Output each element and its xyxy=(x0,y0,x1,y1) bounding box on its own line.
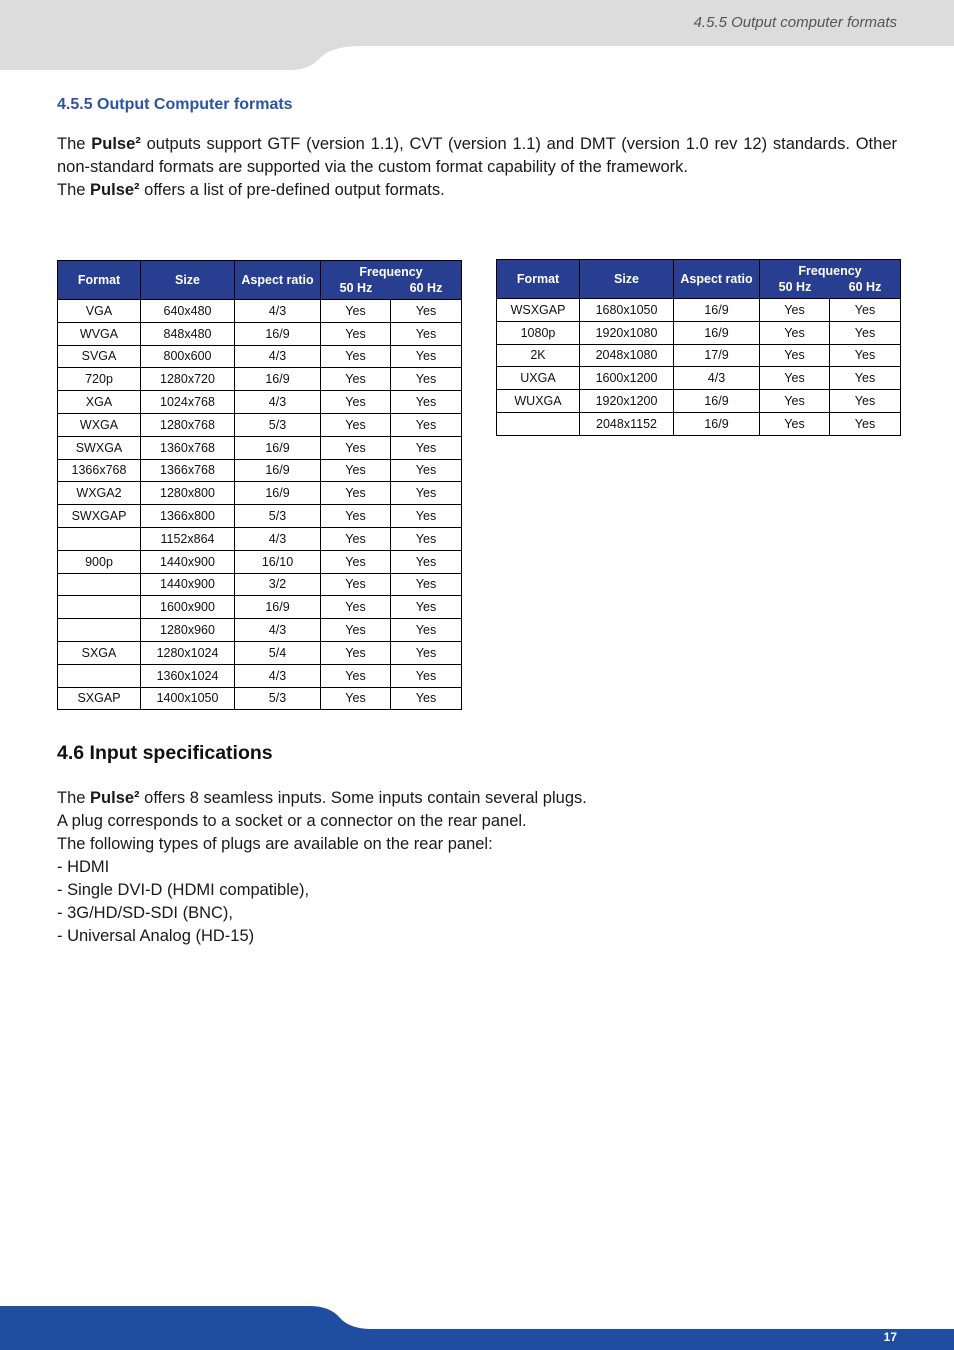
cell-size: 2048x1080 xyxy=(580,344,674,367)
cell-format: VGA xyxy=(58,300,141,323)
col-60hz: 60 Hz xyxy=(409,281,443,295)
header-band xyxy=(0,0,954,70)
col-50hz: 50 Hz xyxy=(339,281,373,295)
col-format: Format xyxy=(497,260,580,299)
table-row xyxy=(58,459,462,482)
cell-format: WVGA xyxy=(58,322,141,345)
cell-50hz: Yes xyxy=(321,322,391,345)
cell-format: SXGA xyxy=(58,641,141,664)
cell-60hz: Yes xyxy=(391,436,462,459)
cell-60hz: Yes xyxy=(391,550,462,573)
running-header: 4.5.5 Output computer formats xyxy=(693,14,897,31)
plug-item-analog: - Universal Analog (HD-15) xyxy=(57,927,255,945)
cell-50hz: Yes xyxy=(760,344,830,367)
cell-60hz: Yes xyxy=(391,573,462,596)
input-line-3: The following types of plugs are available on the rear panel: xyxy=(57,835,493,853)
cell-format xyxy=(58,664,141,687)
table-row xyxy=(58,368,462,391)
cell-size: 1366x800 xyxy=(141,505,235,528)
cell-60hz: Yes xyxy=(830,321,901,344)
cell-size: 1280x720 xyxy=(141,368,235,391)
cell-50hz: Yes xyxy=(760,321,830,344)
cell-format: 1366x768 xyxy=(58,459,141,482)
cell-format xyxy=(58,619,141,642)
table-header-row xyxy=(497,260,901,299)
cell-50hz: Yes xyxy=(321,436,391,459)
cell-aspect: 4/3 xyxy=(235,345,321,368)
cell-50hz: Yes xyxy=(321,505,391,528)
table-row xyxy=(58,391,462,414)
cell-60hz: Yes xyxy=(391,505,462,528)
cell-60hz: Yes xyxy=(830,390,901,413)
cell-50hz: Yes xyxy=(760,390,830,413)
table-row xyxy=(497,344,901,367)
table-row xyxy=(58,482,462,505)
cell-size: 1280x960 xyxy=(141,619,235,642)
cell-format: 2K xyxy=(497,344,580,367)
cell-size: 1920x1080 xyxy=(580,321,674,344)
cell-50hz: Yes xyxy=(321,482,391,505)
cell-aspect: 16/9 xyxy=(674,412,760,435)
cell-aspect: 5/3 xyxy=(235,687,321,710)
cell-format xyxy=(58,573,141,596)
table-row xyxy=(497,299,901,322)
product-name: Pulse² xyxy=(90,789,140,807)
table-row xyxy=(58,527,462,550)
cell-format: SVGA xyxy=(58,345,141,368)
cell-60hz: Yes xyxy=(391,368,462,391)
cell-50hz: Yes xyxy=(321,413,391,436)
cell-60hz: Yes xyxy=(391,664,462,687)
cell-aspect: 5/4 xyxy=(235,641,321,664)
cell-50hz: Yes xyxy=(760,299,830,322)
cell-size: 1680x1050 xyxy=(580,299,674,322)
cell-size: 640x480 xyxy=(141,300,235,323)
cell-50hz: Yes xyxy=(321,345,391,368)
cell-60hz: Yes xyxy=(391,413,462,436)
cell-aspect: 4/3 xyxy=(235,527,321,550)
col-frequency: Frequency 50 Hz 60 Hz xyxy=(760,260,901,299)
cell-aspect: 4/3 xyxy=(235,391,321,414)
cell-50hz: Yes xyxy=(321,550,391,573)
cell-size: 1600x900 xyxy=(141,596,235,619)
cell-format: 1080p xyxy=(497,321,580,344)
cell-format: WXGA2 xyxy=(58,482,141,505)
cell-aspect: 5/3 xyxy=(235,413,321,436)
cell-format xyxy=(58,596,141,619)
cell-50hz: Yes xyxy=(760,367,830,390)
cell-format: SXGAP xyxy=(58,687,141,710)
cell-60hz: Yes xyxy=(391,482,462,505)
cell-50hz: Yes xyxy=(321,619,391,642)
col-60hz: 60 Hz xyxy=(848,280,882,294)
cell-50hz: Yes xyxy=(321,596,391,619)
cell-aspect: 16/9 xyxy=(235,368,321,391)
cell-50hz: Yes xyxy=(321,391,391,414)
cell-aspect: 4/3 xyxy=(235,300,321,323)
cell-aspect: 4/3 xyxy=(235,664,321,687)
cell-format: UXGA xyxy=(497,367,580,390)
cell-60hz: Yes xyxy=(830,299,901,322)
cell-aspect: 16/9 xyxy=(235,482,321,505)
table-row xyxy=(58,413,462,436)
cell-50hz: Yes xyxy=(321,300,391,323)
cell-size: 1280x1024 xyxy=(141,641,235,664)
plug-item-hdmi: - HDMI xyxy=(57,858,110,876)
table-row xyxy=(58,322,462,345)
cell-size: 1024x768 xyxy=(141,391,235,414)
col-aspect-ratio: Aspect ratio xyxy=(235,261,321,300)
intro-line-1: The Pulse² outputs support GTF (version 1.1), CVT (version 1.1) and DMT (version 1.0 rev 12) standards. Other non-standard formats are supported via the custom format capability of the framework. xyxy=(57,135,897,176)
col-size: Size xyxy=(580,260,674,299)
cell-aspect: 5/3 xyxy=(235,505,321,528)
cell-format xyxy=(497,412,580,435)
cell-50hz: Yes xyxy=(321,664,391,687)
cell-50hz: Yes xyxy=(321,459,391,482)
table-header-row xyxy=(58,261,462,300)
cell-size: 1360x1024 xyxy=(141,664,235,687)
cell-60hz: Yes xyxy=(391,300,462,323)
cell-size: 848x480 xyxy=(141,322,235,345)
page-number: 17 xyxy=(883,1330,897,1344)
cell-aspect: 16/9 xyxy=(235,436,321,459)
cell-50hz: Yes xyxy=(321,368,391,391)
footer-band xyxy=(0,1300,954,1350)
cell-size: 1152x864 xyxy=(141,527,235,550)
output-formats-table-left xyxy=(57,260,462,710)
cell-60hz: Yes xyxy=(391,459,462,482)
cell-aspect: 16/9 xyxy=(674,299,760,322)
table-row xyxy=(497,367,901,390)
cell-format: WSXGAP xyxy=(497,299,580,322)
intro-paragraph xyxy=(57,133,897,202)
cell-aspect: 17/9 xyxy=(674,344,760,367)
cell-50hz: Yes xyxy=(321,527,391,550)
cell-aspect: 16/10 xyxy=(235,550,321,573)
table-row xyxy=(58,596,462,619)
table-row xyxy=(58,573,462,596)
cell-60hz: Yes xyxy=(830,344,901,367)
cell-size: 1600x1200 xyxy=(580,367,674,390)
cell-60hz: Yes xyxy=(391,687,462,710)
cell-format xyxy=(58,527,141,550)
col-frequency: Frequency 50 Hz 60 Hz xyxy=(321,261,462,300)
cell-60hz: Yes xyxy=(391,391,462,414)
cell-60hz: Yes xyxy=(391,322,462,345)
cell-size: 800x600 xyxy=(141,345,235,368)
cell-size: 1360x768 xyxy=(141,436,235,459)
cell-aspect: 16/9 xyxy=(674,321,760,344)
cell-60hz: Yes xyxy=(830,412,901,435)
table-row xyxy=(58,619,462,642)
table-row xyxy=(58,641,462,664)
table-row xyxy=(58,345,462,368)
plug-item-dvi: - Single DVI-D (HDMI compatible), xyxy=(57,881,310,899)
input-spec-title: 4.6 Input specifications xyxy=(57,742,273,764)
cell-60hz: Yes xyxy=(391,641,462,664)
cell-aspect: 16/9 xyxy=(674,390,760,413)
output-formats-table-right xyxy=(496,259,901,436)
cell-aspect: 16/9 xyxy=(235,322,321,345)
cell-size: 1400x1050 xyxy=(141,687,235,710)
cell-50hz: Yes xyxy=(321,641,391,664)
cell-size: 1440x900 xyxy=(141,550,235,573)
cell-format: WXGA xyxy=(58,413,141,436)
product-name: Pulse² xyxy=(91,135,141,153)
input-spec-body xyxy=(57,787,587,948)
cell-size: 1920x1200 xyxy=(580,390,674,413)
table-row xyxy=(58,300,462,323)
table-row xyxy=(497,321,901,344)
table-row xyxy=(58,550,462,573)
cell-format: 900p xyxy=(58,550,141,573)
cell-60hz: Yes xyxy=(830,367,901,390)
cell-50hz: Yes xyxy=(760,412,830,435)
cell-aspect: 16/9 xyxy=(235,459,321,482)
cell-format: SWXGA xyxy=(58,436,141,459)
cell-60hz: Yes xyxy=(391,596,462,619)
cell-format: WUXGA xyxy=(497,390,580,413)
plug-item-sdi: - 3G/HD/SD-SDI (BNC), xyxy=(57,904,234,922)
input-line-2: A plug corresponds to a socket or a connector on the rear panel. xyxy=(57,812,527,830)
input-line-1: The Pulse² offers 8 seamless inputs. Some inputs contain several plugs. xyxy=(57,789,587,807)
cell-60hz: Yes xyxy=(391,345,462,368)
table-row xyxy=(497,412,901,435)
cell-50hz: Yes xyxy=(321,687,391,710)
table-row xyxy=(58,664,462,687)
col-50hz: 50 Hz xyxy=(778,280,812,294)
table-row xyxy=(58,687,462,710)
cell-60hz: Yes xyxy=(391,527,462,550)
table-row xyxy=(58,436,462,459)
intro-line-2: The Pulse² offers a list of pre-defined output formats. xyxy=(57,181,445,199)
section-title: 4.5.5 Output Computer formats xyxy=(57,96,293,113)
cell-60hz: Yes xyxy=(391,619,462,642)
col-size: Size xyxy=(141,261,235,300)
cell-size: 1440x900 xyxy=(141,573,235,596)
table-row xyxy=(497,390,901,413)
cell-size: 1280x768 xyxy=(141,413,235,436)
product-name: Pulse² xyxy=(90,181,140,199)
cell-size: 2048x1152 xyxy=(580,412,674,435)
cell-format: XGA xyxy=(58,391,141,414)
cell-aspect: 4/3 xyxy=(674,367,760,390)
col-format: Format xyxy=(58,261,141,300)
cell-aspect: 4/3 xyxy=(235,619,321,642)
cell-50hz: Yes xyxy=(321,573,391,596)
cell-size: 1280x800 xyxy=(141,482,235,505)
cell-format: 720p xyxy=(58,368,141,391)
cell-aspect: 3/2 xyxy=(235,573,321,596)
cell-format: SWXGAP xyxy=(58,505,141,528)
table-row xyxy=(58,505,462,528)
col-aspect-ratio: Aspect ratio xyxy=(674,260,760,299)
cell-size: 1366x768 xyxy=(141,459,235,482)
cell-aspect: 16/9 xyxy=(235,596,321,619)
